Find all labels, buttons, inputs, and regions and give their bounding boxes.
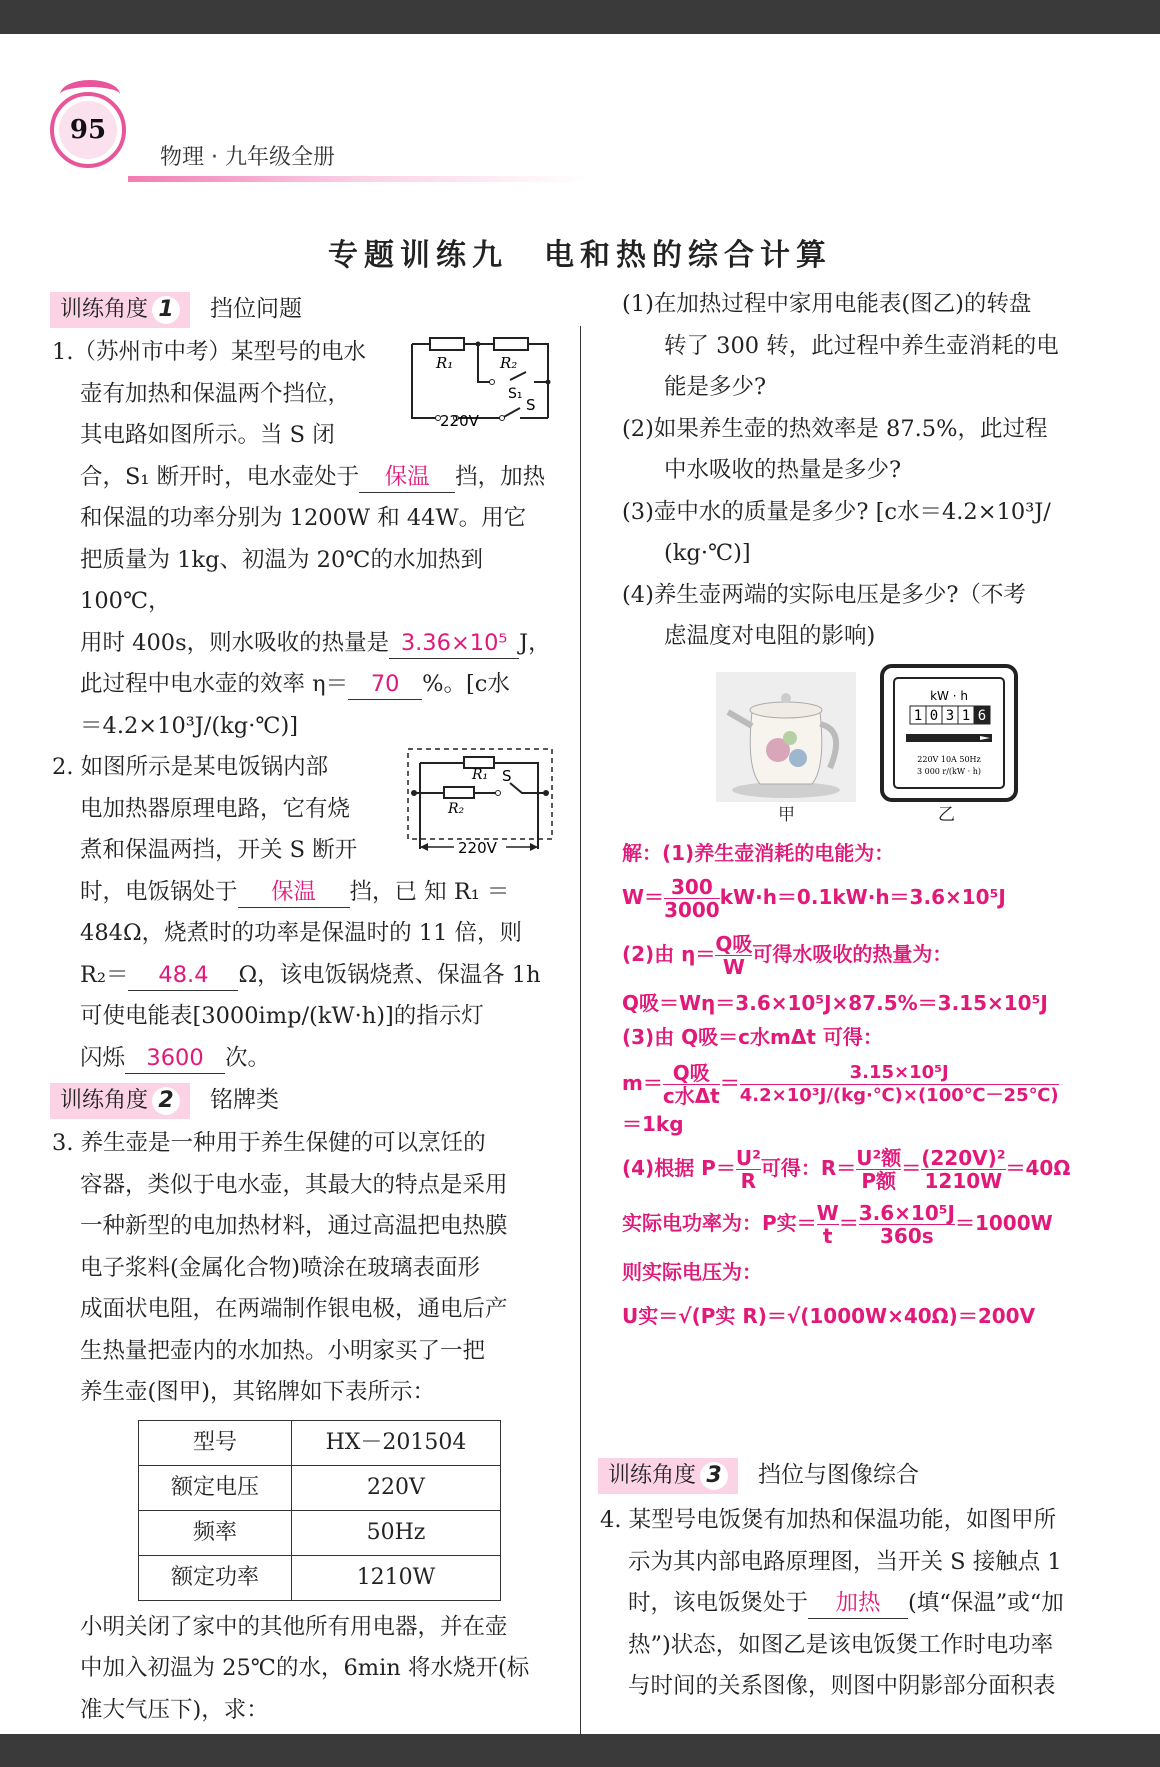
section-label: 训练角度 <box>608 1463 697 1488</box>
solution-eq-1: W＝ $\frac{300}{3000}$ kW·h＝0.1kW·h＝3.6×10⁵J <box>622 874 1006 922</box>
meter-digit: 6 <box>977 707 987 724</box>
question-1 <box>52 332 562 747</box>
label-s1: S₁ <box>508 386 523 402</box>
meter-digit: 0 <box>929 707 939 724</box>
solution-eq-3: m＝ $\frac{\text{Q吸}}{\text{c水Δt}}$ ＝ $\frac{\text{3.15×10⁵J}}{\text{4.2×10³J/(kg·℃)×(100℃－25℃)}}$ <box>622 1060 1059 1108</box>
answer-blank: 70 <box>348 669 422 700</box>
meter-digit: 1 <box>961 707 971 724</box>
q2-line: R₂＝ 48.4 Ω，该电饭锅烧煮、保温各 1h <box>52 955 562 997</box>
answer-blank: 保温 <box>359 462 455 493</box>
label-voltage: 220V <box>440 412 479 430</box>
solution-step-1: 解：(1)养生壶消耗的电能为： <box>622 840 895 865</box>
solution-eq-2: Q吸＝Wη＝3.6×10⁵J×87.5%＝3.15×10⁵J <box>622 990 1048 1015</box>
table-row: 额定电压 220V <box>139 1465 501 1510</box>
q3-line: 3. 养生壶是一种用于养生保健的可以烹饪的 <box>52 1130 486 1156</box>
q1-line: ＝4.2×10³J/(kg·℃)] <box>80 712 299 739</box>
label-r1: R₁ <box>472 767 489 783</box>
question-4 <box>600 1500 1110 1708</box>
subquestion-1: (1)在加热过程中家用电能表(图乙)的转盘 转了 300 转，此过程中养生壶消耗的电 能是多少? <box>622 291 1059 400</box>
subquestion-4: (4)养生壶两端的实际电压是多少?（不考 虑温度对电阻的影响) <box>622 581 1026 649</box>
label-r2: R₂ <box>448 801 465 817</box>
section-number: 2 <box>152 1087 180 1115</box>
section-number: 3 <box>700 1462 728 1490</box>
solution-eq-3b: ＝1kg <box>622 1111 684 1136</box>
q1-line: 把质量为 1kg、初温为 20℃的水加热到 100℃， <box>80 546 483 614</box>
q4-line: 示为其内部电路原理图，当开关 S 接触点 1 <box>628 1548 1062 1575</box>
q2-line: 闪烁 3600 次。 <box>52 1038 562 1080</box>
solution-step-4: (4)根据 P＝ $\frac{\text{U²}}{R}$ 可得：R＝ $\frac{\text{U²额}}{\text{P额}}$ ＝ $\frac{\text{(220V)²}}{1210W}$ ＝40Ω <box>622 1145 1071 1193</box>
q1-line: 其电路如图所示。当 S 闭 <box>80 422 335 448</box>
section-label: 训练角度 <box>60 1088 149 1113</box>
q2-line: 时，电饭锅处于 保温 挡，已 知 R₁ ＝ <box>52 872 562 914</box>
solution <box>622 836 1110 1333</box>
q3-line: 一种新型的电加热材料，通过高温把电热膜 <box>80 1213 508 1239</box>
q2-circuit-diagram <box>406 747 556 859</box>
answer-blank: 3.36×10⁵ <box>389 628 519 659</box>
q4-line: 时，该电饭煲处于 加热 (填“保温”或“加 <box>600 1583 1110 1625</box>
page-number-badge <box>50 92 126 168</box>
q4-line: 4. 某型号电饭煲有加热和保温功能，如图甲所 <box>600 1507 1057 1533</box>
q3-line: 容器，类似于电水壶，其最大的特点是采用 <box>80 1171 508 1198</box>
meter-spec2: 3 000 r/(kW · h) <box>916 766 982 776</box>
section-header-3 <box>598 1456 1110 1496</box>
section-name: 铭牌类 <box>210 1087 280 1114</box>
solution-eq-6: U实＝√(P实 R)＝√(1000W×40Ω)＝200V <box>622 1303 1036 1328</box>
question-2 <box>52 747 562 1079</box>
q1-line: 1.（苏州市中考）某型号的电水 <box>52 339 366 365</box>
left-column <box>52 290 562 1731</box>
answer-blank: 加热 <box>808 1588 908 1619</box>
figures <box>622 664 1110 836</box>
figure-label-yi: 乙 <box>938 804 955 825</box>
kettle-image <box>716 672 856 802</box>
right-column <box>622 284 1110 1333</box>
meter-digit: 1 <box>913 707 923 724</box>
label-r2: R₂ <box>500 354 518 372</box>
answer-blank: 保温 <box>238 877 350 908</box>
q1-line: 壶有加热和保温两个挡位， <box>80 380 351 407</box>
q3-line: 成面状电阻，在两端制作银电极，通电后产 <box>80 1296 508 1322</box>
q1-circuit-diagram <box>408 332 556 432</box>
q4-line: 与时间的关系图像，则图中阴影部分面积表 <box>628 1673 1056 1699</box>
q1-line: 用时 400s，则水吸收的热量是 3.36×10⁵ J， <box>52 623 562 665</box>
spec-table <box>138 1420 501 1601</box>
table-row: 频率 50Hz <box>139 1510 501 1555</box>
q3-line: 小明关闭了家中的其他所有用电器，并在壶 <box>80 1613 508 1640</box>
meter-spec1: 220V 10A 50Hz <box>917 754 981 764</box>
q4-line: 热”)状态，如图乙是该电饭煲工作时电功率 <box>628 1631 1054 1658</box>
subquestion-2: (2)如果养生壶的热效率是 87.5%，此过程 中水吸收的热量是多少? <box>622 415 1048 483</box>
q3-line: 养生壶(图甲)，其铭牌如下表所示： <box>80 1379 436 1405</box>
page-number: 95 <box>59 101 117 159</box>
q1-line: 合，S₁ 断开时，电水壶处于 保温 挡，加热 <box>52 457 562 499</box>
table-row: 型号 HX－201504 <box>139 1420 501 1465</box>
q3-line: 生热量把壶内的水加热。小明家买了一把 <box>80 1337 486 1364</box>
q2-line: 电加热器原理电路，它有烧 <box>80 795 351 822</box>
q3-line: 准大气压下)，求： <box>80 1696 269 1723</box>
energy-meter-image <box>880 664 1018 804</box>
book-title: 物理 · 九年级全册 <box>160 145 335 170</box>
section-header-1 <box>50 290 562 330</box>
header-line <box>128 176 588 182</box>
q1-line: 此过程中电水壶的效率 η＝ 70 %。[c水 <box>52 664 562 706</box>
answer-blank: 48.4 <box>128 960 238 991</box>
subquestion-3: (3)壶中水的质量是多少? [c水＝4.2×10³J/ (kg·℃)] <box>622 498 1051 566</box>
q3-line: 中加入初温为 25℃的水，6min 将水烧开(标 <box>80 1655 530 1681</box>
section-name: 挡位与图像综合 <box>758 1462 920 1489</box>
solution-step-2: (2)由 η＝ $\frac{\text{Q吸}}{W}$ 可得水吸收的热量为： <box>622 931 953 979</box>
q2-line: 可使电能表[3000imp/(kW·h)]的指示灯 <box>80 1003 484 1029</box>
q2-line: 2. 如图所示是某电饭锅内部 <box>52 754 329 780</box>
section-label: 训练角度 <box>60 297 149 322</box>
solution-step-3: (3)由 Q吸＝c水mΔt 可得： <box>622 1024 883 1049</box>
solution-step-5: 实际电功率为：P实＝ $\frac{W}{t}$ ＝ $\frac{\text{3.6×10⁵J}}{360s}$ ＝1000W <box>622 1200 1053 1248</box>
q3-line: 电子浆料(金属化合物)喷涂在玻璃表面形 <box>80 1254 481 1281</box>
meter-digit: 3 <box>945 707 955 724</box>
meter-unit: kW · h <box>930 688 968 703</box>
q2-line: 484Ω，烧煮时的功率是保温时的 11 倍，则 <box>80 920 523 946</box>
page-title: 专题训练九 电和热的综合计算 <box>328 238 832 273</box>
figure-label-jia: 甲 <box>778 804 795 825</box>
q2-line: 煮和保温两挡，开关 S 断开 <box>80 837 358 863</box>
page <box>0 34 1160 1734</box>
column-divider <box>580 326 581 1736</box>
label-s: S <box>526 396 536 414</box>
label-voltage: 220V <box>458 839 497 857</box>
q1-line: 和保温的功率分别为 1200W 和 44W。用它 <box>80 505 527 531</box>
label-r1: R₁ <box>436 354 454 372</box>
section-number: 1 <box>152 296 180 324</box>
section-header-2 <box>50 1081 562 1121</box>
section-name: 挡位问题 <box>210 296 303 323</box>
solution-step-6: 则实际电压为： <box>622 1259 762 1284</box>
question-3 <box>52 1123 562 1731</box>
right-bottom <box>600 1456 1110 1708</box>
table-row: 额定功率 1210W <box>139 1555 501 1600</box>
label-s: S <box>502 767 512 785</box>
answer-blank: 3600 <box>125 1043 225 1074</box>
